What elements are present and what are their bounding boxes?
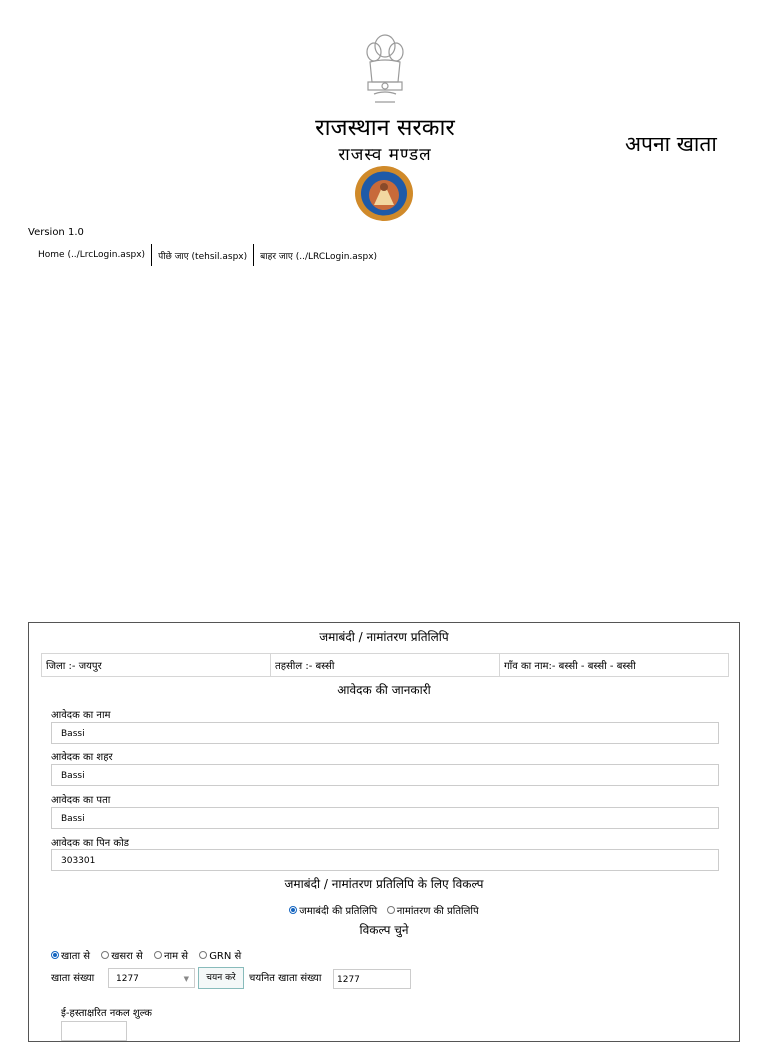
namantaran-radio[interactable] [387, 906, 479, 917]
state-emblem-logo [360, 30, 410, 112]
selected-khata-input[interactable]: 1277 [333, 969, 411, 989]
search-khasra-radio[interactable] [101, 951, 143, 962]
village-cell: गाँव का नाम:- बस्सी - बस्सी - बस्सी [504, 661, 636, 672]
jamabandi-radio[interactable] [289, 906, 377, 917]
applicant-city-label: आवेदक का शहर [51, 752, 113, 763]
search-type-radios [51, 948, 249, 962]
nav-exit-link[interactable]: बाहर जाए (../LRCLogin.aspx) [260, 251, 378, 262]
search-naam-label: नाम से [163, 951, 188, 962]
department-title: राजस्व मण्डल [338, 145, 432, 165]
applicant-address-label: आवेदक का पता [51, 795, 111, 806]
choose-option-heading: विकल्प चुने [359, 923, 409, 937]
district-cell: जिला :- जयपुर [42, 654, 271, 676]
radio-icon [199, 951, 207, 959]
radio-selected-icon [51, 951, 59, 959]
search-khasra-label: खसरा से [111, 951, 143, 962]
applicant-info-heading: आवेदक की जानकारी [337, 683, 431, 697]
copy-type-radios [29, 903, 739, 917]
khata-number-label: खाता संख्या [51, 973, 95, 984]
apna-khata-brand: अपना खाता [625, 132, 717, 156]
search-khata-label: खाता से [61, 951, 90, 962]
namantaran-radio-label: नामांतरण की प्रतिलिपि [396, 906, 479, 917]
radio-icon [101, 951, 109, 959]
location-table [41, 653, 729, 677]
applicant-pin-input[interactable]: 303301 [51, 849, 719, 871]
radio-icon [154, 951, 162, 959]
search-naam-radio[interactable] [154, 951, 188, 962]
state-title: राजस्थान सरकार [315, 115, 455, 141]
search-grn-label: GRN से [209, 951, 242, 962]
application-panel [28, 622, 740, 1042]
panel-title: जमाबंदी / नामांतरण प्रतिलिपि [319, 630, 449, 644]
search-khata-radio[interactable] [51, 951, 90, 962]
radio-icon [387, 906, 395, 914]
dropdown-arrow-icon: ▼ [183, 975, 189, 983]
selected-khata-label: चयनित खाता संख्या [249, 973, 322, 984]
copy-option-heading: जमाबंदी / नामांतरण प्रतिलिपि के लिए विकल्प [284, 877, 484, 891]
nav-back-link[interactable]: पीछे जाए (tehsil.aspx) [158, 251, 248, 262]
radio-selected-icon [289, 906, 297, 914]
tehsil-cell: तहसील :- बस्सी [271, 654, 500, 676]
applicant-name-input[interactable]: Bassi [51, 722, 719, 744]
select-khata-button[interactable]: चयन करे [198, 967, 244, 989]
khata-select-value: 1277 [116, 974, 139, 984]
esign-copy-fee-input[interactable] [61, 1021, 127, 1041]
esign-copy-fee-label: ई-हस्ताक्षरित नकल शुल्क [61, 1008, 152, 1019]
applicant-name-label: आवेदक का नाम [51, 710, 111, 721]
version-label: Version 1.0 [28, 227, 84, 238]
revenue-board-seal-logo [354, 165, 414, 222]
khata-number-select[interactable] [108, 968, 195, 988]
applicant-address-input[interactable]: Bassi [51, 807, 719, 829]
jamabandi-radio-label: जमाबंदी की प्रतिलिपि [299, 906, 378, 917]
applicant-pin-label: आवेदक का पिन कोड [51, 838, 130, 849]
nav-bar [32, 244, 383, 266]
nav-home-link[interactable]: Home (../LrcLogin.aspx) [38, 250, 146, 260]
applicant-city-input[interactable]: Bassi [51, 764, 719, 786]
search-grn-radio[interactable] [199, 951, 241, 962]
